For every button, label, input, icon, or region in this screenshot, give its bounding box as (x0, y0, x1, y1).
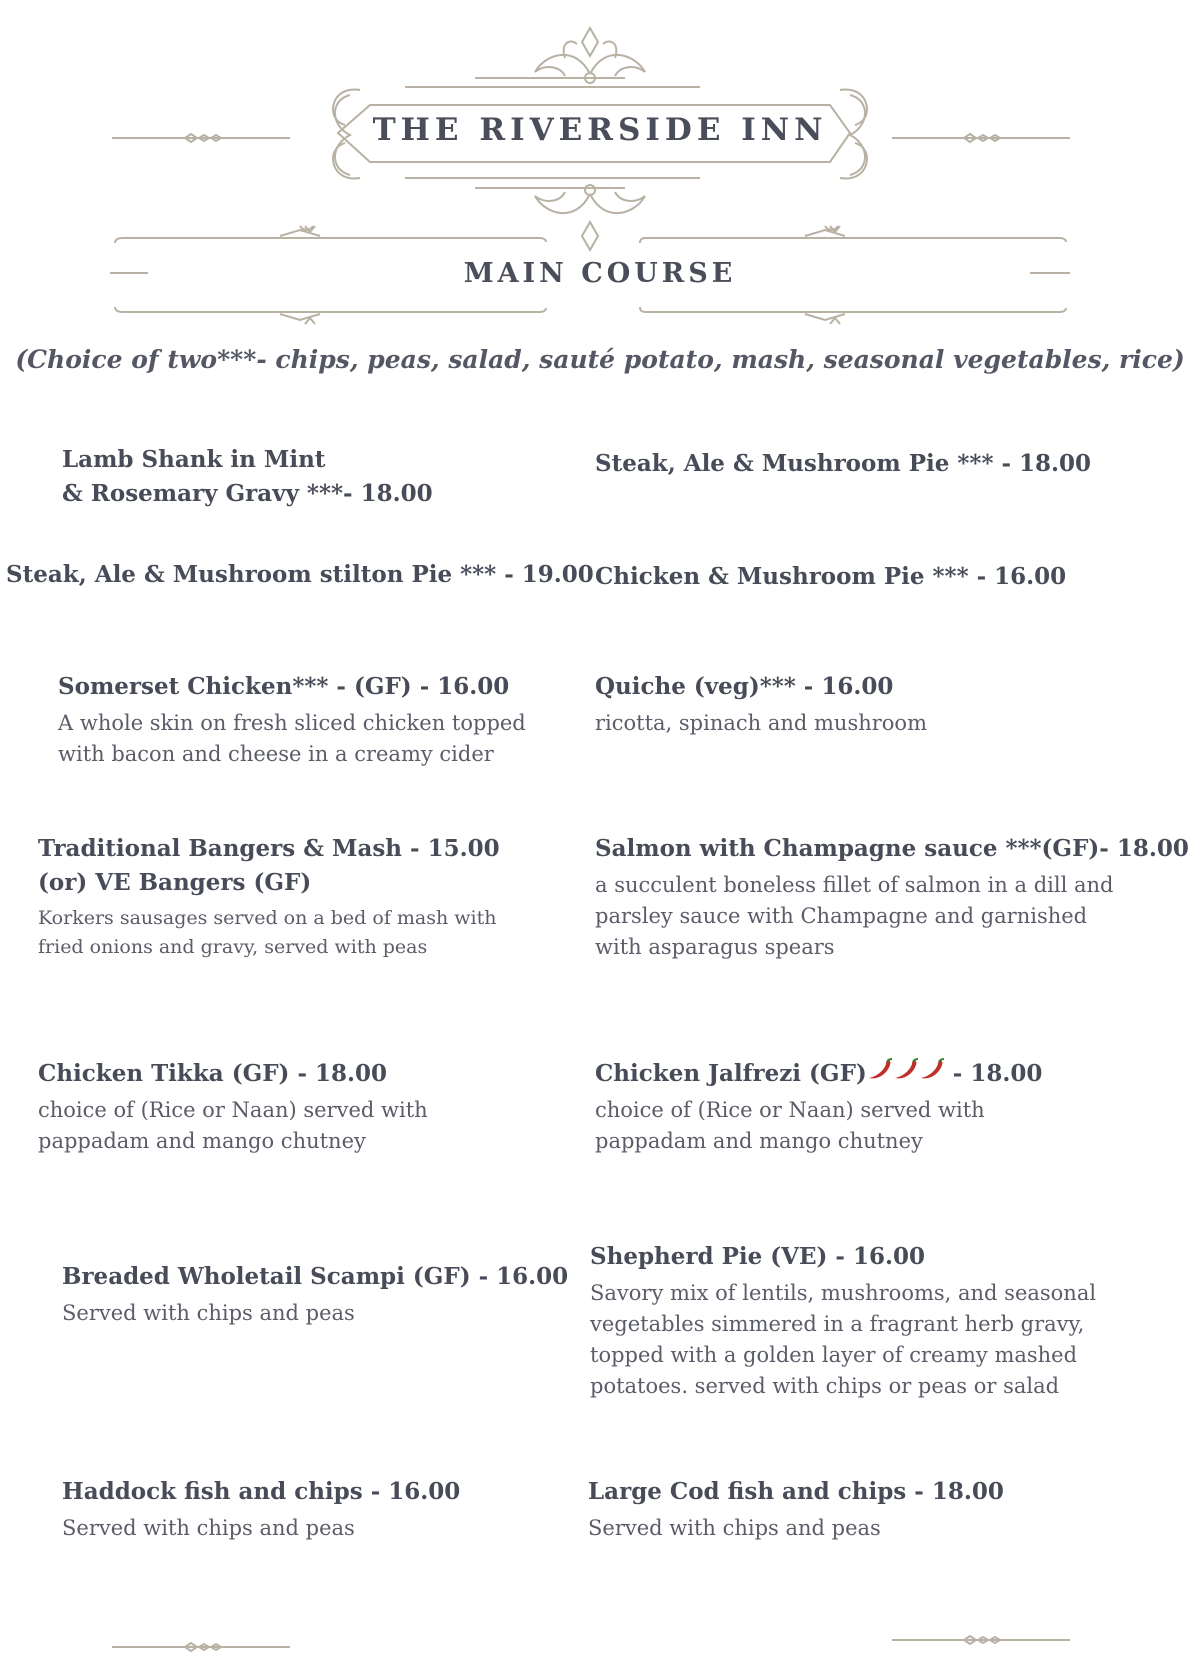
section-title: MAIN COURSE (463, 258, 737, 289)
item-name: Large Cod fish and chips - 18.00 (588, 1478, 1004, 1505)
side-choice-note: (Choice of two***- chips, peas, salad, sauté potato, mash, seasonal vegetables, rice) (15, 345, 1185, 374)
menu-item-salmon (595, 832, 1189, 963)
menu-item-lamb-shank (62, 443, 433, 511)
menu-item-steak-ale-pie (595, 447, 1091, 481)
item-name: Quiche (veg)*** - 16.00 (595, 673, 894, 700)
item-description: choice of (Rice or Naan) served with pappadam and mango chutney (38, 1098, 428, 1153)
menu-item-quiche (595, 670, 1155, 739)
menu-item-chicken-mushroom-pie (595, 560, 1066, 594)
spice-level (867, 1060, 945, 1087)
item-description: Served with chips and peas (62, 1301, 355, 1325)
item-name-line: Traditional Bangers & Mash - 15.00 (38, 835, 500, 862)
item-price-text: - 18.00 (944, 1060, 1043, 1087)
item-name: Shepherd Pie (VE) - 16.00 (590, 1243, 926, 1270)
item-name-line: Lamb Shank in Mint (62, 446, 326, 473)
menu-item-bangers-mash (38, 832, 528, 962)
item-description: Served with chips and peas (588, 1516, 881, 1540)
restaurant-name: THE RIVERSIDE INN (372, 112, 828, 148)
item-name-text: Chicken Jalfrezi (GF) (595, 1060, 867, 1087)
item-name: Steak, Ale & Mushroom stilton Pie *** - 19.00 (6, 561, 594, 588)
item-description: A whole skin on fresh sliced chicken topped with bacon and cheese in a creamy cider (58, 711, 526, 766)
item-description: Savory mix of lentils, mushrooms, and seasonal vegetables simmered in a fragrant herb gravy, topped with a golden layer of creamy mashed potatoes. served with chips or peas or salad (590, 1281, 1097, 1398)
menu-item-shepherd-pie (590, 1240, 1150, 1402)
menu-item-chicken-jalfrezi (595, 1057, 1085, 1157)
item-name: Salmon with Champagne sauce ***(GF)- 18.00 (595, 835, 1189, 862)
menu-item-somerset-chicken (58, 670, 528, 770)
menu-item-haddock (62, 1475, 542, 1544)
item-description: ricotta, spinach and mushroom (595, 711, 927, 735)
chili-icon (919, 1057, 945, 1081)
menu-item-chicken-tikka (38, 1057, 528, 1157)
menu-item-cod (588, 1475, 1128, 1544)
item-name-line: & Rosemary Gravy ***- 18.00 (62, 480, 433, 507)
item-name-line: (or) VE Bangers (GF) (38, 869, 312, 896)
item-description: Korkers sausages served on a bed of mash with fried onions and gravy, served with peas (38, 907, 497, 958)
menu-item-stilton-pie (6, 558, 594, 592)
item-name: Chicken & Mushroom Pie *** - 16.00 (595, 563, 1067, 590)
item-name: Breaded Wholetail Scampi (GF) - 16.00 (62, 1263, 569, 1290)
chili-icon (893, 1057, 919, 1081)
item-name: Somerset Chicken*** - (GF) - 16.00 (58, 673, 510, 700)
menu-item-scampi (62, 1260, 569, 1329)
item-description: choice of (Rice or Naan) served with pappadam and mango chutney (595, 1098, 985, 1153)
item-description: a succulent boneless fillet of salmon in a dill and parsley sauce with Champagne and garnished with asparagus spears (595, 873, 1114, 959)
item-name: Haddock fish and chips - 16.00 (62, 1478, 461, 1505)
chili-icon (867, 1057, 893, 1081)
item-name: Chicken Tikka (GF) - 18.00 (38, 1060, 388, 1087)
item-description: Served with chips and peas (62, 1516, 355, 1540)
item-name: Steak, Ale & Mushroom Pie *** - 18.00 (595, 450, 1092, 477)
item-name (595, 1057, 1085, 1091)
